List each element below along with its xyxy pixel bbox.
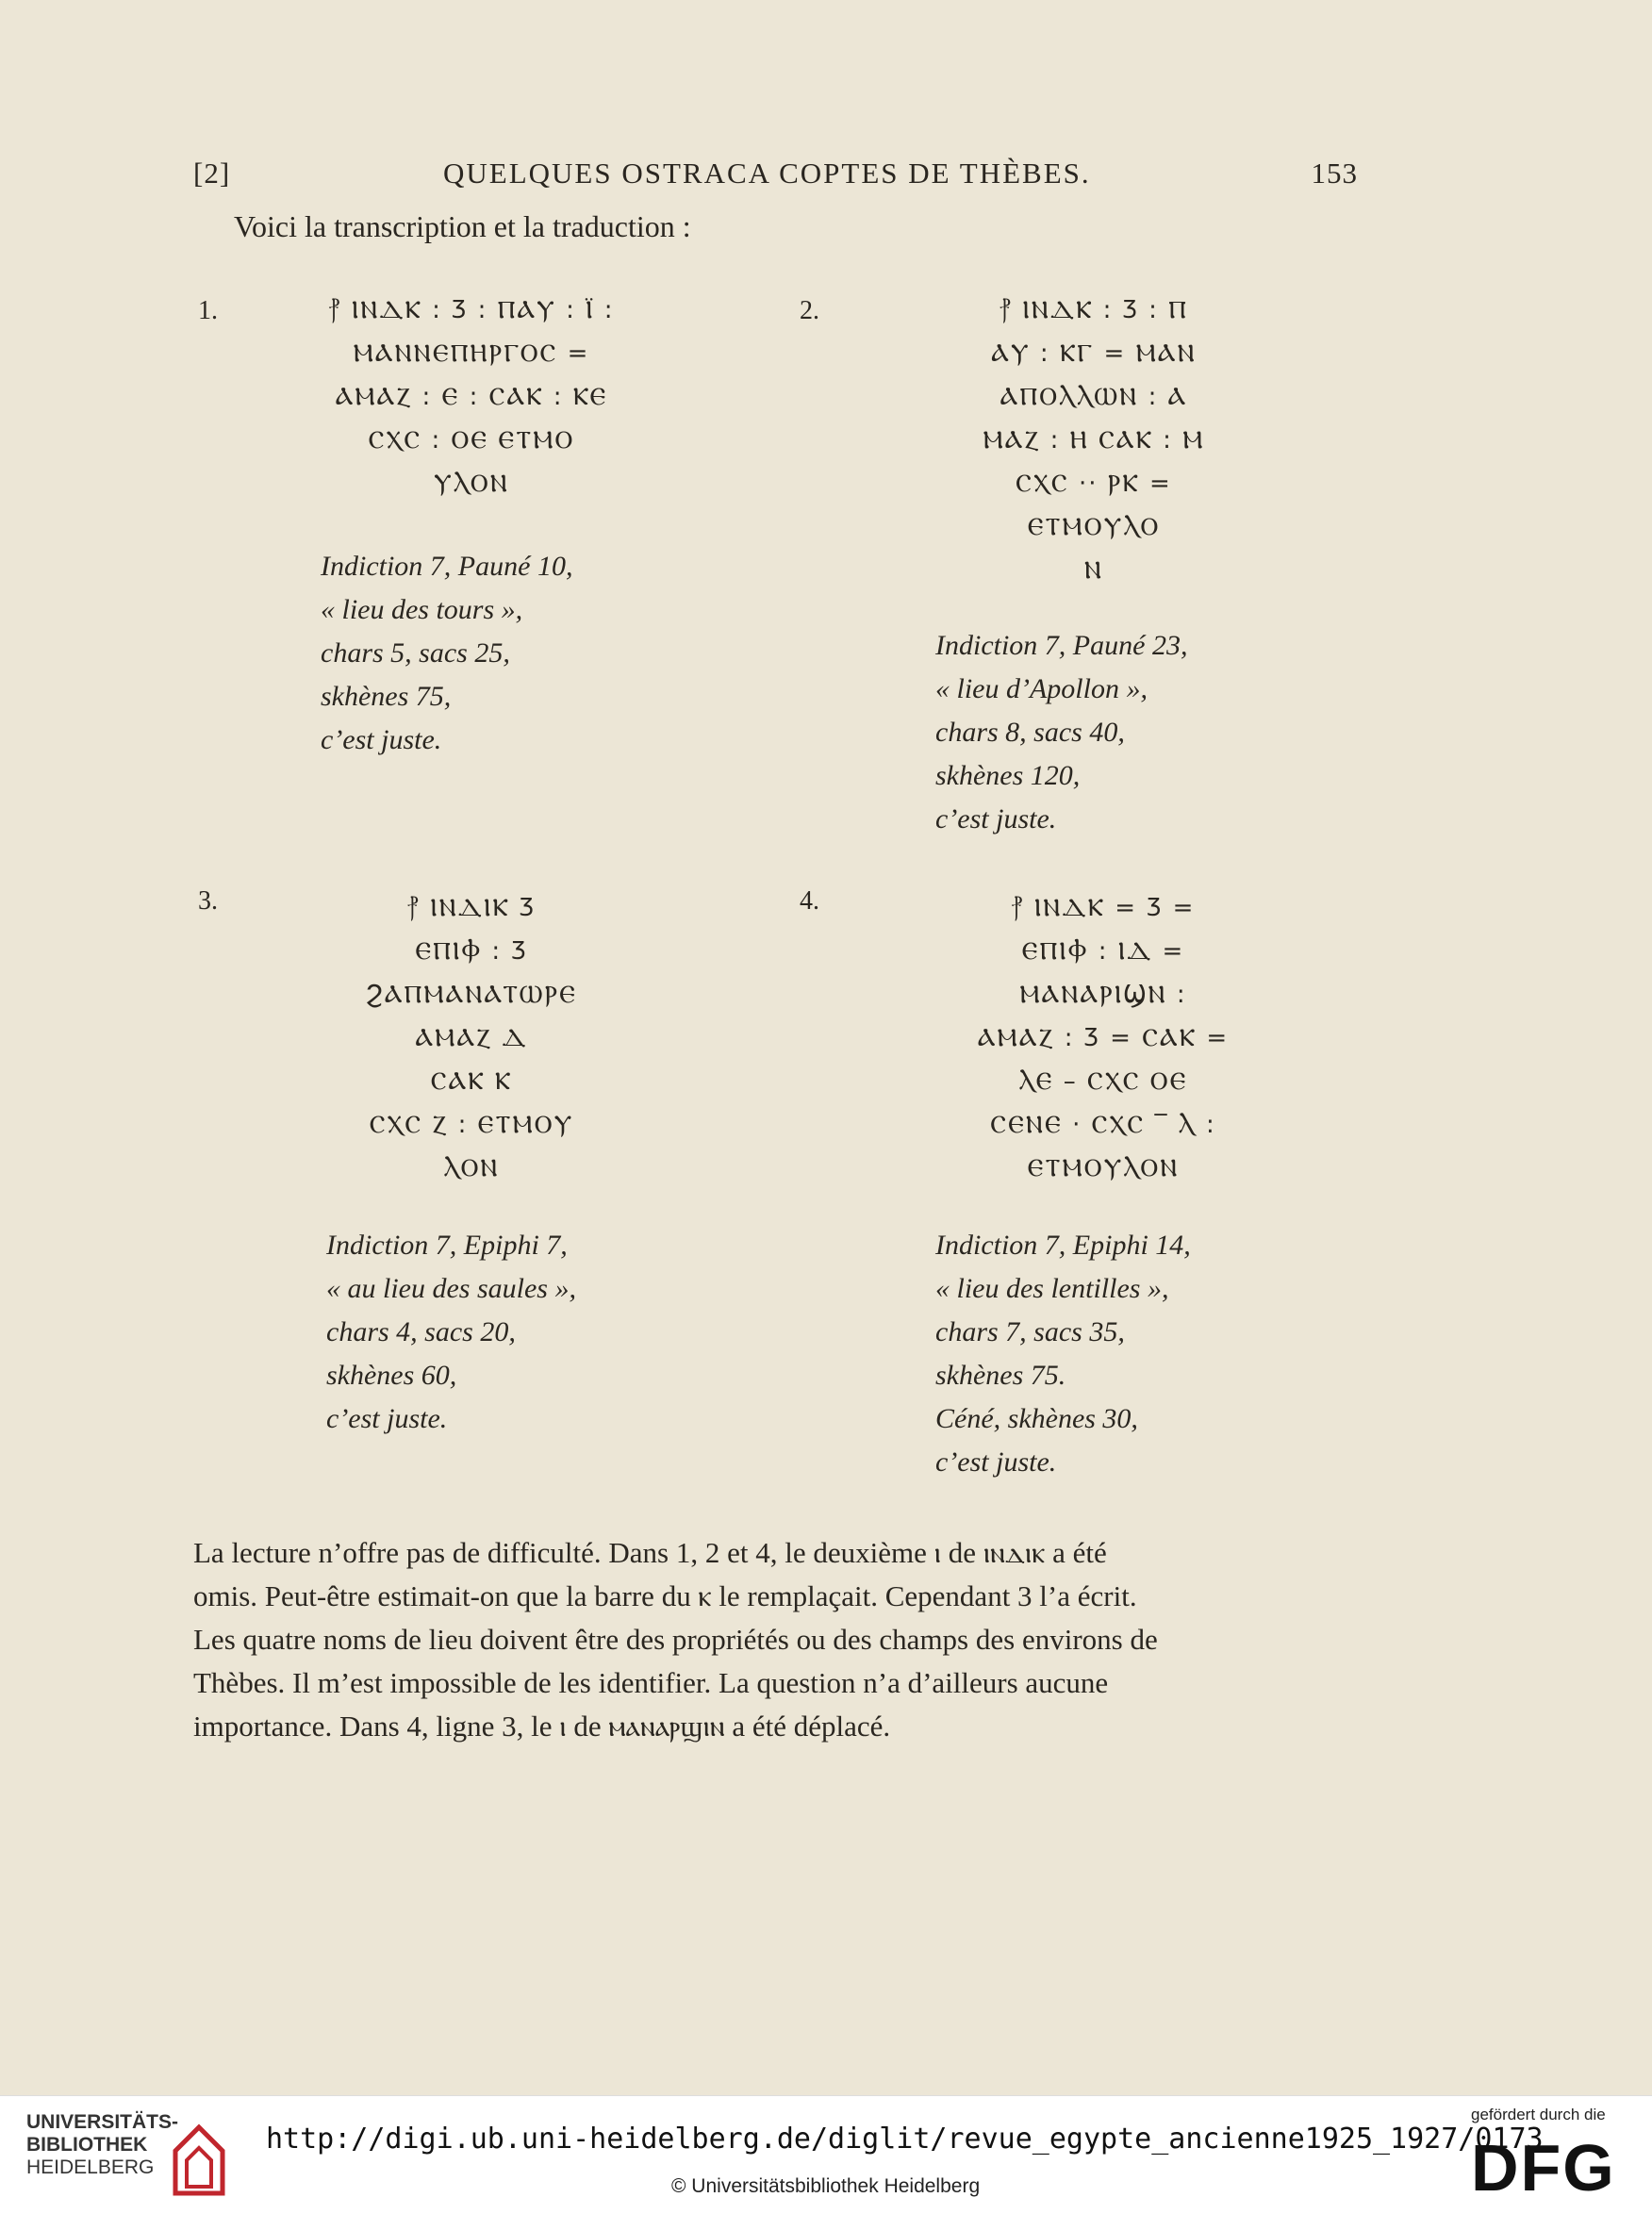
french-translation <box>935 1224 1191 1484</box>
funder-label: gefördert durch die <box>1471 2106 1606 2123</box>
translation-line: « lieu d’Apollon », <box>935 673 1148 704</box>
entry-index: 3. <box>198 886 218 916</box>
entry-index: 1. <box>198 296 218 325</box>
translation-line: « au lieu des saules », <box>326 1273 576 1304</box>
coptic-transcription <box>905 886 1301 1190</box>
coptic-transcription <box>273 886 669 1190</box>
translation-line: c’est juste. <box>935 803 1057 834</box>
french-translation <box>321 545 572 762</box>
coptic-line: ⲀⲘⲀⲌ Ⲇ <box>415 1024 528 1052</box>
copyright-notice: © Universitätsbibliothek Heidelberg <box>671 2175 981 2197</box>
coptic-line: ⲨⲖⲞⲚ <box>434 470 509 498</box>
translation-line: c’est juste. <box>326 1403 448 1434</box>
paragraph-line: La lecture n’offre pas de difficulté. Dans 1, 2 et 4, le deuxième ⲓ de ⲓⲛⲇⲓⲕ a été <box>193 1536 1107 1569</box>
paragraph-line: Les quatre noms de lieu doivent être des propriétés ou des champs des environs de <box>193 1623 1158 1656</box>
translation-line: Indiction 7, Pauné 10, <box>321 551 573 582</box>
coptic-line: ⲘⲀⲌ : Ⲏ ⲤⲀⲔ : Ⲙ <box>983 426 1205 454</box>
translation-line: chars 5, sacs 25, <box>321 637 510 669</box>
coptic-line: ⲘⲀⲚⲀⲢⲒϢⲚ : <box>1019 981 1187 1009</box>
translation-line: skhènes 60, <box>326 1360 457 1391</box>
paragraph-line: omis. Peut-être estimait-on que la barre du ⲕ le remplaçait. Cependant 3 l’a écrit. <box>193 1579 1137 1612</box>
coptic-line: ⲀⲘⲀⲌ : Ⳅ = ⲤⲀⲔ = <box>977 1024 1230 1052</box>
entry-index: 2. <box>800 296 819 325</box>
commentary-paragraph <box>193 1531 1360 1748</box>
coptic-line: ⲖⲈ – ⲤⲬⲤ ⲞⲈ <box>1018 1067 1188 1096</box>
translation-line: « lieu des lentilles », <box>935 1273 1169 1304</box>
coptic-line: ⳨ ⲒⲚⲆⲔ : Ⳅ : Ⲡ <box>999 296 1188 324</box>
coptic-transcription <box>273 289 669 505</box>
french-translation <box>935 624 1187 841</box>
translation-line: c’est juste. <box>935 1446 1057 1478</box>
paragraph-line: Thèbes. Il m’est impossible de les identifier. La question n’a d’ailleurs aucune <box>193 1666 1109 1699</box>
coptic-line: ⲈⲠⲒⲪ : Ⳅ <box>415 937 528 966</box>
translation-line: skhènes 75, <box>321 681 452 712</box>
running-header <box>193 157 1358 198</box>
library-name-line1: UNIVERSITÄTS- <box>26 2111 179 2133</box>
french-translation <box>326 1224 576 1441</box>
translation-line: Céné, skhènes 30, <box>935 1403 1138 1434</box>
library-name-line2: BIBLIOTHEK <box>26 2134 148 2156</box>
coptic-line: Ⲛ <box>1083 556 1104 585</box>
dfg-logo: DFG <box>1471 2131 1616 2205</box>
coptic-line: ⳨ ⲒⲚⲆⲔ = Ⳅ = <box>1011 894 1196 922</box>
coptic-line: ⲈⲠⲒⲪ : ⲒⲆ = <box>1021 937 1185 966</box>
library-emblem-icon <box>166 2113 232 2198</box>
translation-line: Indiction 7, Epiphi 7, <box>326 1230 568 1261</box>
coptic-line: ⲘⲀⲚⲚⲈⲠⲎⲢⲄⲞⲤ = <box>353 339 590 368</box>
coptic-line: ⲖⲞⲚ <box>443 1154 500 1182</box>
translation-line: Indiction 7, Epiphi 14, <box>935 1230 1191 1261</box>
running-title: QUELQUES OSTRACA COPTES DE THÈBES. <box>443 157 1091 190</box>
coptic-line: ⲤⲈⲚⲈ · ⲤⲬⲤ ‾ Ⲗ : <box>990 1111 1216 1139</box>
library-logo-text <box>26 2111 178 2179</box>
coptic-transcription <box>905 289 1282 592</box>
coptic-line: ⲈⲦⲘⲞⲨⲖⲞⲚ <box>1027 1154 1180 1182</box>
permalink-url[interactable]: http://digi.ub.uni-heidelberg.de/diglit/revue_egypte_ancienne1925_1927/0173 <box>266 2123 1544 2156</box>
coptic-line: ⲀⲠⲞⲖⲖⲰⲚ : Ⲁ <box>999 383 1188 411</box>
coptic-line: ⲤⲬⲤ : ⲞⲈ ⲈⲦⲘⲞ <box>368 426 575 454</box>
translation-line: « lieu des tours », <box>321 594 523 625</box>
coptic-line: ⲤⲬⲤ Ⲍ : ⲈⲦⲘⲞⲨ <box>369 1111 574 1139</box>
translation-line: c’est juste. <box>321 724 442 755</box>
translation-line: skhènes 120, <box>935 760 1081 791</box>
translation-line: Indiction 7, Pauné 23, <box>935 630 1188 661</box>
translation-line: chars 8, sacs 40, <box>935 717 1125 748</box>
paragraph-line: importance. Dans 4, ligne 3, le ⲓ de ⲙⲁⲛⲁⲣϣⲓⲛ a été déplacé. <box>193 1710 891 1743</box>
coptic-line: ⳨ ⲒⲚⲆⲔ : Ⳅ : ⲠⲀⲨ : Ⲓ̈ : <box>328 296 615 324</box>
coptic-line: ⲈⲦⲘⲞⲨⲖⲞ <box>1027 513 1161 541</box>
coptic-line: ⳨ ⲒⲚⲆⲒⲔ Ⳅ <box>406 894 537 922</box>
page-number: 153 <box>1311 157 1358 190</box>
coptic-line: ⲀⲘⲀⲌ : Ⲉ : ⲤⲀⲔ : ⲔⲈ <box>335 383 608 411</box>
coptic-line: ϨⲀⲠⲘⲀⲚⲀⲦⲰⲢⲈ <box>365 981 578 1009</box>
library-name-line3: HEIDELBERG <box>26 2156 155 2178</box>
coptic-line: ⲤⲀⲔ Ⲕ <box>430 1067 513 1096</box>
coptic-line: ⲀⲨ : ⲔⲄ = ⲘⲀⲚ <box>991 339 1197 368</box>
intro-line: Voici la transcription et la traduction : <box>234 209 691 243</box>
translation-line: chars 4, sacs 20, <box>326 1316 516 1347</box>
entry-index: 4. <box>800 886 819 916</box>
coptic-line: ⲤⲬⲤ ·· ⲢⲔ = <box>1016 470 1172 498</box>
translation-line: skhènes 75. <box>935 1360 1066 1391</box>
digitization-footer <box>0 2095 1652 2214</box>
translation-line: chars 7, sacs 35, <box>935 1316 1125 1347</box>
section-number: [2] <box>193 157 231 190</box>
